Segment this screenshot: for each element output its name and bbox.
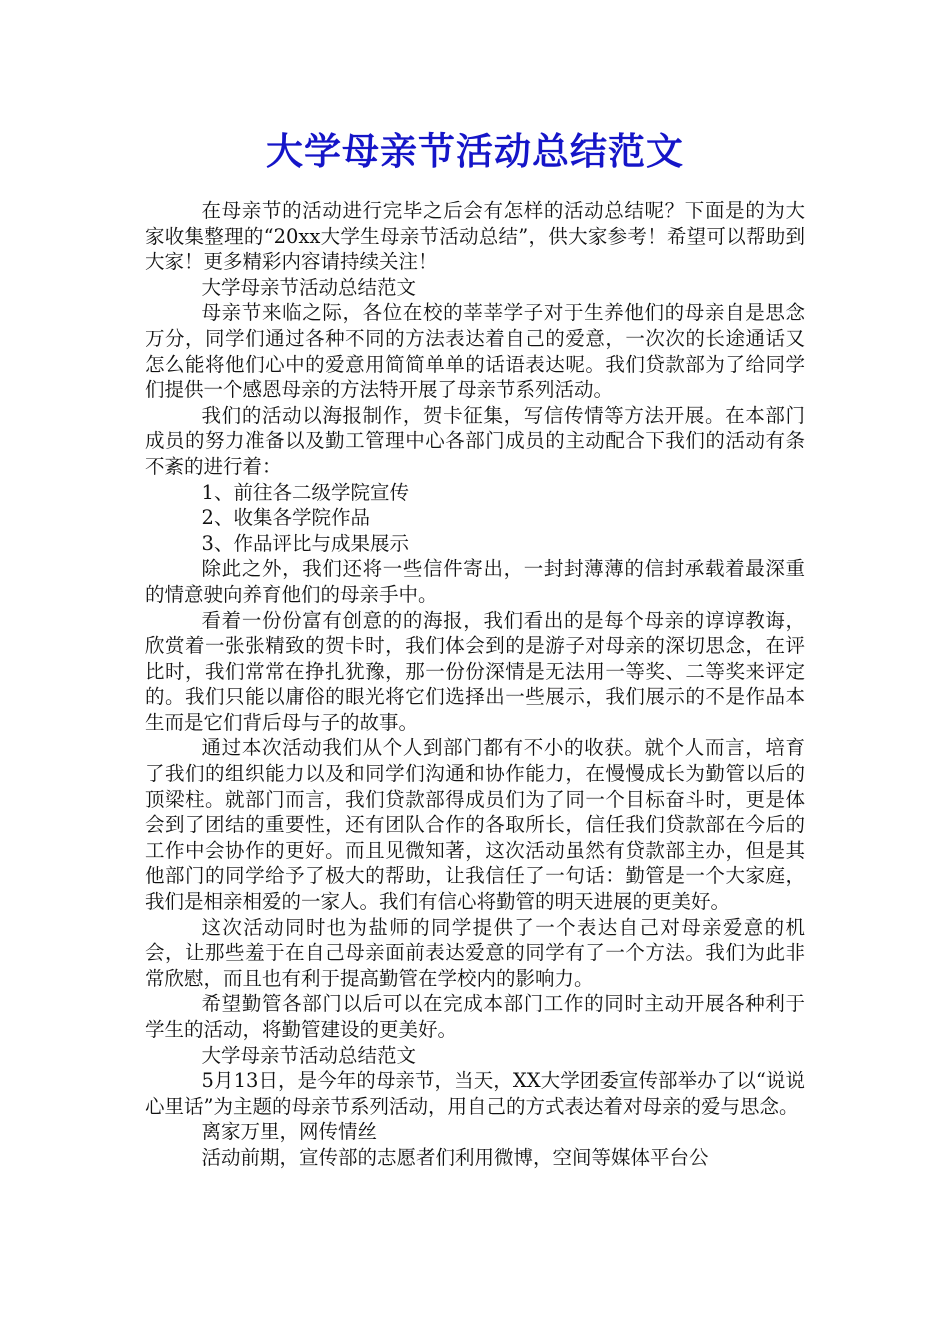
document-page [145, 0, 805, 1344]
list-item: 1、前往各二级学院宣传 [201, 480, 409, 504]
subheading: 离家万里，网传情丝 [201, 1120, 378, 1144]
paragraph: 除此之外，我们还将一些信件寄出，一封封薄薄的信封承载着最深重的情意驶向养育他们的母亲手中。 [145, 557, 805, 606]
paragraph: 5月13日，是今年的母亲节，当天，XX大学团委宣传部举办了以“说说心里话”为主题的母亲节系列活动，用自己的方式表达着对母亲的爱与思念。 [145, 1069, 805, 1118]
paragraph-intro: 在母亲节的活动进行完毕之后会有怎样的活动总结呢？下面是的为大家收集整理的“20xx大学生母亲节活动总结”，供大家参考！希望可以帮助到大家！更多精彩内容请持续关注！ [145, 199, 805, 274]
paragraph: 我们的活动以海报制作，贺卡征集，写信传情等方法开展。在本部门成员的努力准备以及勤工管理中心各部门成员的主动配合下我们的活动有条不紊的进行着： [145, 403, 805, 478]
document-body [145, 198, 805, 1171]
paragraph: 这次活动同时也为盐师的同学提供了一个表达自己对母亲爱意的机会，让那些羞于在自己母亲面前表达爱意的同学有了一个方法。我们为此非常欣慰，而且也有利于提高勤管在学校内的影响力。 [145, 915, 805, 990]
document-title: 大学母亲节活动总结范文 [266, 129, 684, 173]
paragraph: 母亲节来临之际，各位在校的莘莘学子对于生养他们的母亲自是思念万分，同学们通过各种不同的方法表达着自己的爱意，一次次的长途通话又怎么能将他们心中的爱意用简简单单的话语表达呢。我们贷款部为了给同学们提供一个感恩母亲的方法特开展了母亲节系列活动。 [145, 301, 805, 402]
section-heading: 大学母亲节活动总结范文 [201, 275, 417, 299]
list-item: 2、收集各学院作品 [201, 506, 370, 530]
paragraph: 看着一份份富有创意的的海报，我们看出的是每个母亲的谆谆教诲，欣赏着一张张精致的贺卡时，我们体会到的是游子对母亲的深切思念，在评比时，我们常常在挣扎犹豫，那一份份深情是无法用一等奖、二等奖来评定的。我们只能以庸俗的眼光将它们选择出一些展示，我们展示的不是作品本生而是它们背后母与子的故事。 [145, 608, 805, 734]
paragraph: 通过本次活动我们从个人到部门都有不小的收获。就个人而言，培育了我们的组织能力以及和同学们沟通和协作能力，在慢慢成长为勤管以后的顶梁柱。就部门而言，我们贷款部得成员们为了同一个目标奋斗时，更是体会到了团结的重要性，还有团队合作的各取所长，信任我们贷款部在今后的工作中会协作的更好。而且见微知著，这次活动虽然有贷款部主办，但是其他部门的同学给予了极大的帮助，让我信任了一句话：勤管是一个大家庭，我们是相亲相爱的一家人。我们有信心将勤管的明天进展的更美好。 [145, 736, 805, 914]
paragraph: 希望勤管各部门以后可以在完成本部门工作的同时主动开展各种利于学生的活动，将勤管建设的更美好。 [145, 992, 805, 1041]
section-heading: 大学母亲节活动总结范文 [201, 1043, 417, 1067]
list-item: 3、作品评比与成果展示 [201, 531, 409, 555]
paragraph: 活动前期，宣传部的志愿者们利用微博，空间等媒体平台公 [201, 1145, 709, 1169]
